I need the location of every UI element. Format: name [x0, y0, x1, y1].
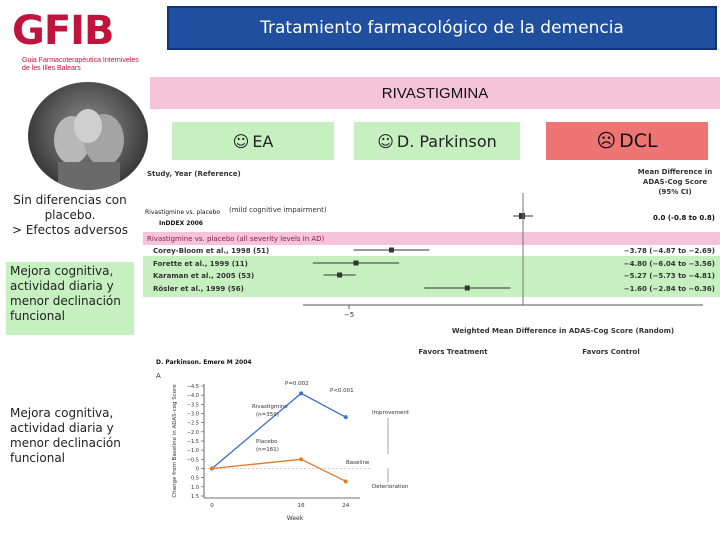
note-dcl: [6, 193, 134, 238]
figure-xlabel: Week: [286, 515, 304, 522]
series-point: [344, 479, 348, 483]
figure-x-ticks: [210, 503, 349, 509]
logo-subtitle: Guia Farmacoterapèutica Interniveles de les Illes Balears: [22, 57, 139, 72]
rivastigmine-label: Rivastigmine: [252, 404, 288, 410]
y-tick-label: −3.5: [186, 402, 199, 409]
y-tick-label: −3.0: [186, 411, 199, 418]
favors-treatment: Favors Treatment: [418, 348, 488, 356]
y-tick-label: −4.5: [186, 384, 199, 390]
header-left: Study, Year (Reference): [147, 170, 241, 178]
note-parkinson: [6, 406, 134, 466]
x-tick-label: 0: [210, 503, 214, 509]
series-point: [344, 415, 348, 419]
y-tick-label: −4.0: [186, 393, 199, 400]
header-right-3: (95% CI): [658, 188, 692, 196]
study-point: [337, 273, 342, 278]
series-point: [210, 467, 214, 471]
category-parkinson: [354, 122, 520, 160]
placebo-n: (n=161): [256, 447, 279, 453]
drug-name: RIVASTIGMINA: [381, 84, 489, 102]
category-label: EA: [252, 131, 274, 151]
note-alzheimer: [6, 262, 134, 335]
placebo-label: Placebo: [256, 439, 278, 445]
panel-letter: A: [156, 372, 161, 380]
study-point: [465, 286, 470, 291]
section-mci-label: Rivastigmine vs. placebo: [145, 209, 221, 216]
category-dcl: [546, 122, 708, 160]
baseline-label: Baseline: [346, 460, 370, 466]
favors-control: Favors Control: [582, 348, 640, 356]
category-label: DCL: [619, 130, 658, 152]
study-value-0: −3.78 (−4.87 to −2.69): [623, 247, 715, 255]
parkinson-line-chart: [150, 356, 410, 540]
study-label-2: Karaman et al., 2005 (53): [153, 272, 255, 280]
forest-tick-label: −5: [343, 311, 355, 319]
y-tick-label: −1.0: [186, 448, 199, 455]
study-label-1: Forette et al., 1999 (11): [153, 260, 248, 268]
improvement-label: Improvement: [372, 410, 409, 416]
category-label: D. Parkinson: [396, 131, 497, 151]
y-tick-label: −0.5: [186, 457, 199, 464]
rivastigmine-n: (n=359): [256, 412, 279, 418]
study-value-2: −5.27 (−5.73 to −4.81): [623, 272, 715, 280]
smiley-icon: ☺: [232, 131, 250, 151]
y-tick-label: 0: [195, 466, 199, 473]
series-point: [299, 391, 303, 395]
drug-name-bar: [150, 77, 720, 109]
slide-title: Tratamiento farmacológico de la demencia: [260, 18, 624, 38]
logo-text: GFIB: [12, 8, 114, 54]
forest-axis-label: Weighted Mean Difference in ADAS-Cog Score (Random): [451, 327, 675, 335]
x-tick-label: 16: [297, 503, 305, 509]
slide-title-bar: [167, 6, 717, 50]
y-tick-label: −2.5: [186, 420, 199, 427]
y-tick-label: 0.5: [191, 475, 199, 482]
study-label-0: Corey-Bloom et al., 1998 (51): [153, 247, 270, 255]
study-point: [353, 261, 358, 266]
frown-icon: ☹: [596, 130, 617, 152]
y-tick-label: 1.0: [191, 484, 199, 491]
series-point: [299, 457, 303, 461]
forest-plot: [143, 165, 720, 360]
note-text: Sin diferencias con placebo. > Efectos adversos: [11, 193, 128, 237]
study-point: [389, 248, 394, 253]
header-right-1: Mean Difference in: [637, 168, 713, 176]
figure-caption: D. Parkinson. Emere M 2004: [156, 359, 252, 366]
header-right-2: ADAS-Cog Score: [642, 178, 708, 186]
section-mci-suffix: (mild cognitive impairment): [229, 206, 327, 214]
study-value-1: −4.80 (−6.04 to −3.56): [623, 260, 715, 268]
gfib-logo: [12, 8, 139, 72]
series-line: [212, 459, 346, 481]
study-label-3: Rösler et al., 1999 (56): [153, 285, 244, 293]
p-value-week24: P<0.001: [330, 388, 354, 394]
study-value-3: −1.60 (−2.84 to −0.36): [623, 285, 715, 293]
mci-value: 0.0 (-0.8 to 0.8): [653, 214, 715, 222]
note-text: Mejora cognitiva, actividad diaria y menor declinación funcional: [10, 264, 121, 323]
figure-y-ticks: [187, 384, 204, 500]
x-tick-label: 24: [342, 503, 350, 509]
figure-ylabel: Change from Baseline in ADAS-cog Score: [172, 384, 178, 498]
note-text: Mejora cognitiva, actividad diaria y menor declinación funcional: [10, 406, 121, 465]
mci-study-label: InDDEX 2006: [159, 220, 203, 227]
smiley-icon: ☺: [377, 131, 394, 151]
y-tick-label: −1.5: [186, 439, 199, 445]
p-value-week16: P=0.002: [285, 381, 309, 387]
section-ad-label: Rivastigmine vs. placebo (all severity levels in AD): [147, 235, 325, 243]
y-tick-label: 1.5: [191, 494, 199, 500]
mci-point: [519, 213, 525, 219]
y-tick-label: −2.0: [186, 429, 199, 436]
deterioration-label: Deterioration: [372, 484, 409, 490]
elderly-faces-image: [28, 82, 148, 190]
category-alzheimer: [172, 122, 334, 160]
